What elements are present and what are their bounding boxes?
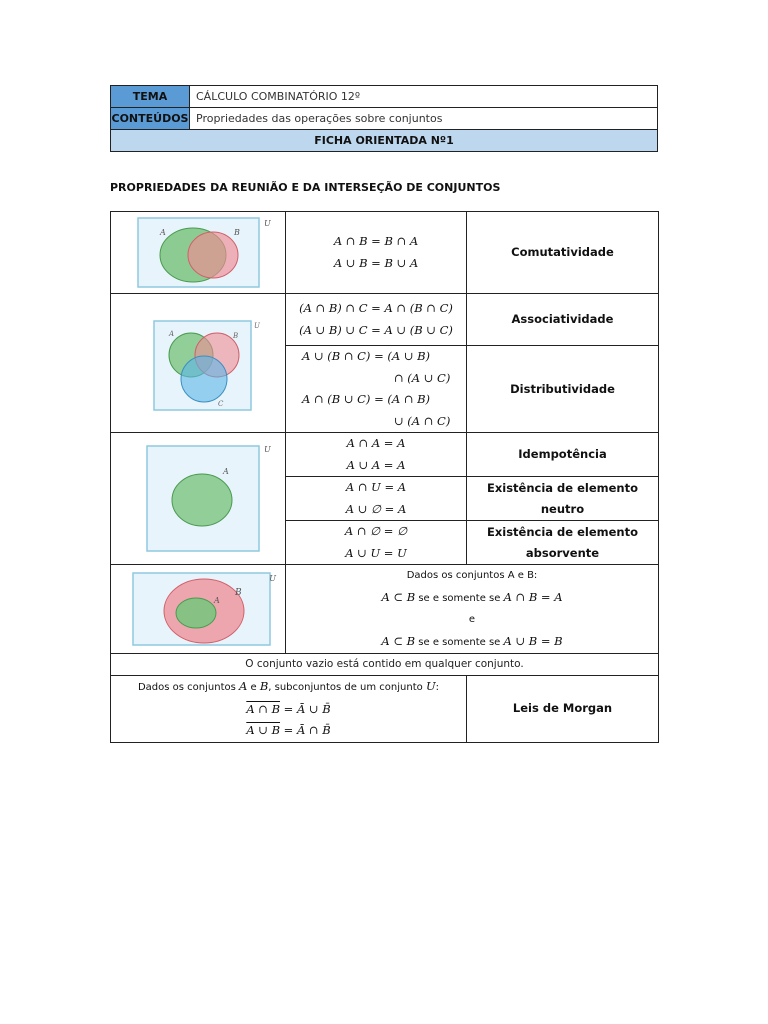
math-part: A ⊂ B xyxy=(381,633,416,648)
properties-table xyxy=(110,211,659,743)
label-u: U xyxy=(254,322,260,330)
conteudos-label: CONTEÚDOS xyxy=(111,108,190,130)
subconjunto-line-2 xyxy=(286,631,658,654)
label-u: U xyxy=(264,218,271,228)
subconjunto-line-1 xyxy=(286,587,658,610)
formula-line: A ∪ A = A xyxy=(346,457,406,472)
formula-line: A ∩ U = A xyxy=(345,480,407,494)
row-comutatividade xyxy=(111,212,659,294)
text-part: e xyxy=(247,682,260,693)
label-u: U xyxy=(269,574,276,583)
venn-diagram-single-set xyxy=(118,437,278,561)
venn-cell-4 xyxy=(111,565,286,654)
label-a: A xyxy=(160,227,166,237)
math-part: A ∪ B = B xyxy=(503,633,563,648)
formula-line: (A ∩ B) ∩ C = A ∩ (B ∩ C) xyxy=(299,301,453,315)
row-subconjunto xyxy=(111,565,659,654)
row-associatividade xyxy=(111,294,659,346)
math-part: = Ā ∩ B̄ xyxy=(280,723,331,737)
text-part: , subconjuntos de um conjunto xyxy=(268,682,426,693)
absorvente-formulas xyxy=(286,521,467,565)
tema-label: TEMA xyxy=(111,86,190,108)
math-part: A xyxy=(239,679,248,693)
set-a-circle xyxy=(176,598,216,628)
neutro-formulas xyxy=(286,477,467,521)
label-u: U xyxy=(264,444,271,454)
formula-line: A ∪ B = B ∪ A xyxy=(333,255,419,270)
set-a-circle xyxy=(172,474,232,526)
property-name-morgan: Leis de Morgan xyxy=(467,676,659,743)
idempotencia-formulas xyxy=(286,433,467,477)
row-leis-de-morgan xyxy=(111,676,659,743)
property-name-neutro: Existência de elemento neutro xyxy=(467,477,659,521)
section-title: PROPRIEDADES DA REUNIÃO E DA INTERSEÇÃO DE CONJUNTOS xyxy=(110,181,501,194)
venn-diagram-subset xyxy=(118,569,278,649)
text-part: Dados os conjuntos xyxy=(137,682,239,693)
venn-cell-2 xyxy=(111,294,286,433)
formula-line: ∩ (A ∪ C) xyxy=(394,370,451,385)
math-part: B xyxy=(259,679,269,693)
formula-line: A ∪ (B ∩ C) = (A ∪ B) xyxy=(302,349,431,363)
morgan-line-2 xyxy=(111,720,466,742)
conjunto-vazio-note: O conjunto vazio está contido em qualquer conjunto. xyxy=(111,654,659,676)
label-b: B xyxy=(234,227,240,237)
set-b-circle xyxy=(188,232,238,278)
label-b: B xyxy=(235,588,242,598)
header-table xyxy=(110,85,658,152)
property-name-distributividade: Distributividade xyxy=(467,346,659,433)
label-c: C xyxy=(218,400,224,408)
math-part: A ∩ B = A xyxy=(503,589,563,604)
property-name-absorvente xyxy=(467,521,659,565)
comutatividade-formulas xyxy=(286,212,467,294)
morgan-line-1 xyxy=(111,699,466,721)
venn-diagram-two-sets xyxy=(118,215,278,291)
label-a: A xyxy=(169,330,175,338)
name-line: Existência de elemento xyxy=(486,524,638,539)
text-part: : xyxy=(435,682,440,693)
label-a: A xyxy=(214,596,220,605)
name-line: absorvente xyxy=(525,545,600,560)
math-part: = Ā ∪ B̄ xyxy=(280,701,331,716)
conteudos-value: Propriedades das operações sobre conjuntos xyxy=(190,108,658,130)
subconjunto-intro: Dados os conjuntos A e B: xyxy=(406,570,538,581)
set-c-circle xyxy=(181,356,227,402)
associatividade-formulas xyxy=(286,294,467,346)
math-part: A ⊂ B xyxy=(381,589,416,604)
formula-line: A ∩ B = B ∩ A xyxy=(333,234,419,248)
venn-cell-3 xyxy=(111,433,286,565)
formula-line: A ∩ A = A xyxy=(346,436,406,450)
label-a: A xyxy=(223,466,229,476)
morgan-formulas xyxy=(111,676,467,743)
property-name-comutatividade: Comutatividade xyxy=(467,212,659,294)
formula-line: (A ∪ B) ∪ C = A ∪ (B ∪ C) xyxy=(299,322,453,337)
math-part: A ∩ B xyxy=(246,701,281,716)
formula-line: A ∪ U = U xyxy=(345,545,407,560)
label-b: B xyxy=(233,332,239,340)
subconjunto-statements xyxy=(286,565,659,654)
formula-line: ∪ (A ∩ C) xyxy=(394,413,451,428)
row-idempotencia xyxy=(111,433,659,477)
property-name-idempotencia: Idempotência xyxy=(467,433,659,477)
math-part: A ∪ B xyxy=(246,723,281,737)
formula-line: A ∩ (B ∪ C) = (A ∩ B) xyxy=(302,392,431,406)
venn-diagram-three-sets xyxy=(138,313,258,413)
venn-cell-1 xyxy=(111,212,286,294)
text-part: se e somente se xyxy=(415,636,504,648)
row-conjunto-vazio xyxy=(111,654,659,676)
formula-line: A ∩ ∅ = ∅ xyxy=(344,524,408,538)
property-name-associatividade: Associatividade xyxy=(467,294,659,346)
subconjunto-e: e xyxy=(468,614,476,625)
text-part: se e somente se xyxy=(415,592,504,604)
morgan-intro xyxy=(111,676,466,699)
ficha-title: FICHA ORIENTADA Nº1 xyxy=(111,130,658,152)
formula-line: A ∪ ∅ = A xyxy=(345,501,407,516)
tema-value: CÁLCULO COMBINATÓRIO 12º xyxy=(190,86,658,108)
distributividade-formulas xyxy=(286,346,467,433)
math-part: U xyxy=(425,679,436,693)
